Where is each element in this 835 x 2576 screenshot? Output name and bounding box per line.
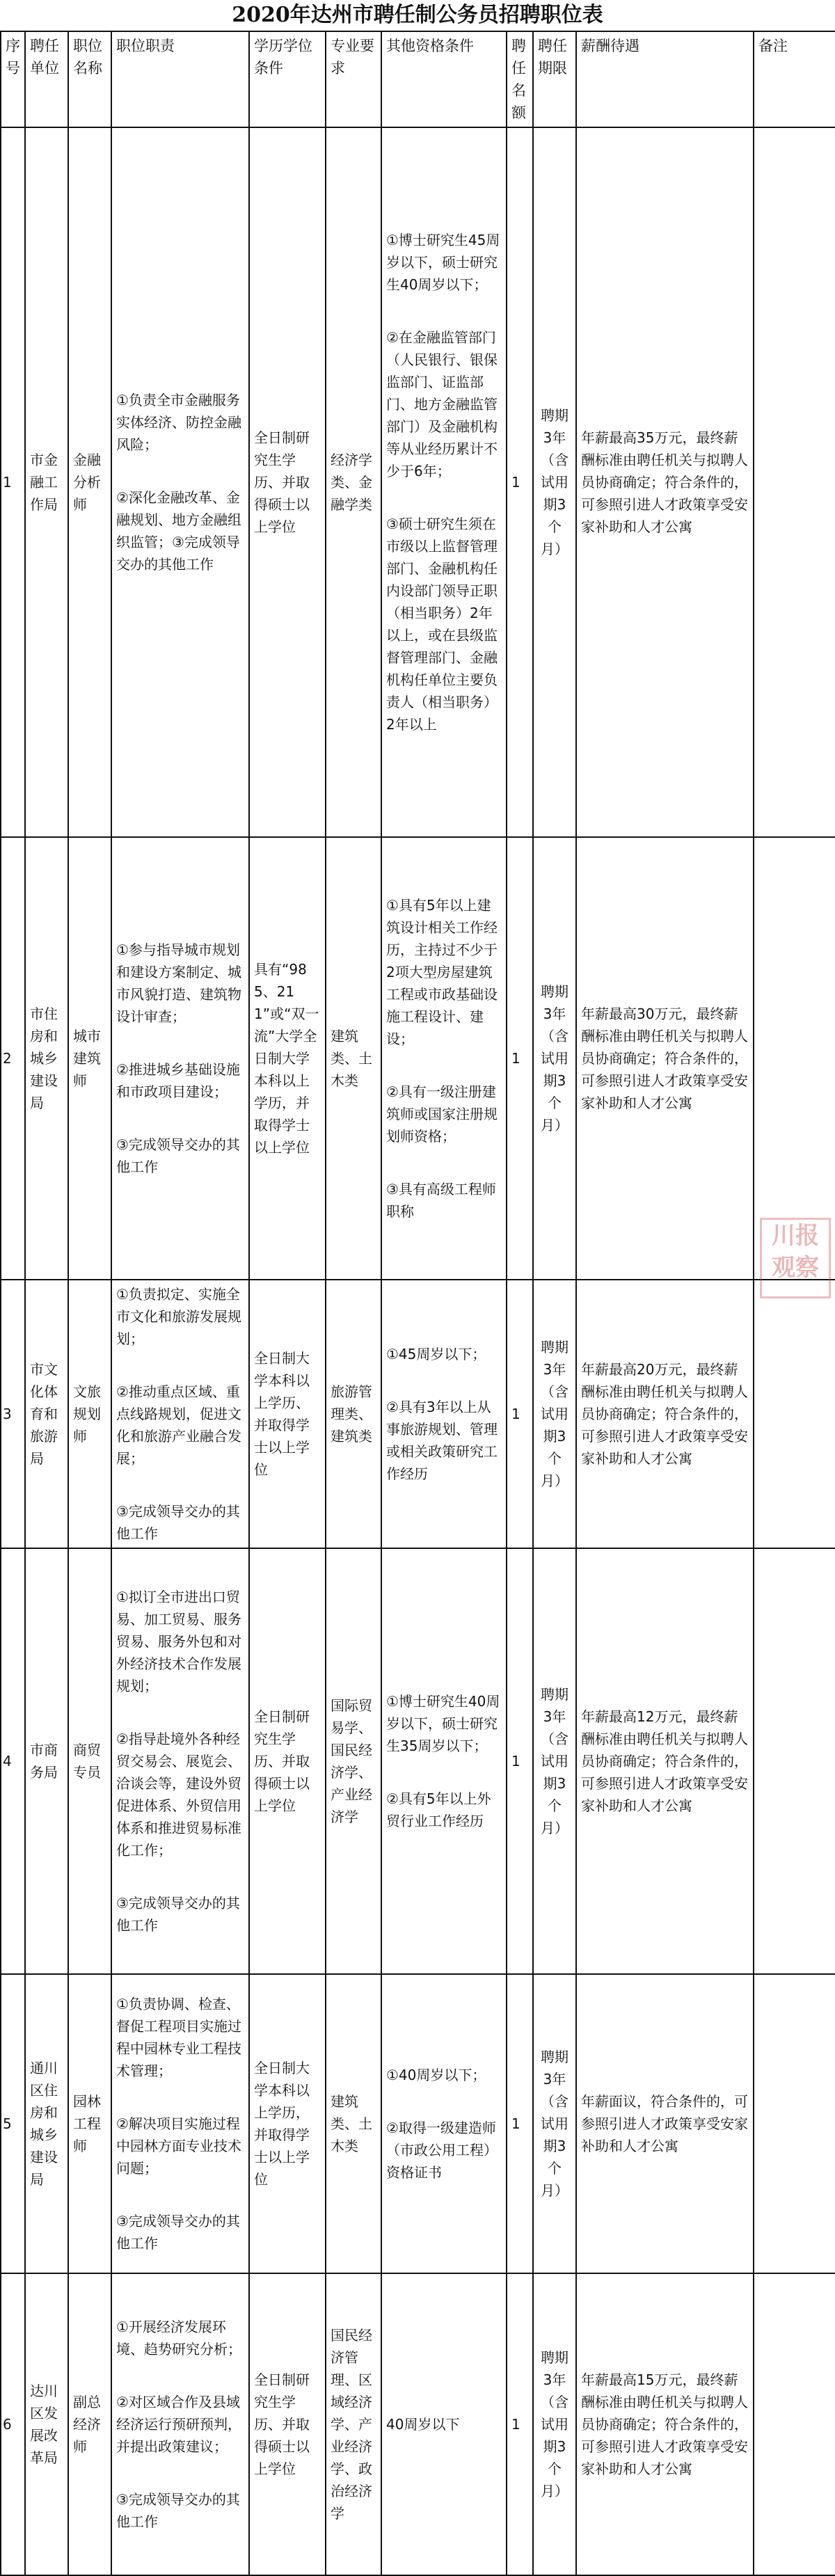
cell-duties-item: ①负责拟定、实施全市文化和旅游发展规划； xyxy=(116,1286,241,1347)
cell-duties xyxy=(111,1280,249,1548)
cell-salary: 年薪最高35万元，最终薪酬标准由聘任机关与拟聘人员协商确定；符合条件的，可参照引进人才政策享受安家补助和人才公寓 xyxy=(576,127,754,837)
header-education: 学历学位条件 xyxy=(249,31,326,127)
cell-seq: 2 xyxy=(1,837,25,1280)
cell-duties-item: ②推进城乡基础设施和市政项目建设； xyxy=(116,1061,240,1100)
watermark-stamp: 川报 观察 xyxy=(760,1218,831,1298)
cell-major: 建筑类、土木类 xyxy=(326,837,381,1280)
cell-major: 旅游管理类、建筑类 xyxy=(326,1280,381,1548)
cell-position: 文旅规划师 xyxy=(68,1280,111,1548)
header-quota: 聘任名额 xyxy=(507,31,533,127)
cell-other-item: ①具有5年以上建筑设计相关工作经历，主持过不少于2项大型房屋建筑工程或市政基础设施工程设计、建设； xyxy=(386,897,498,1047)
table-row xyxy=(1,1548,835,1974)
cell-major: 经济学类、金融学类 xyxy=(326,127,381,837)
cell-major: 建筑类、土木类 xyxy=(326,1974,381,2273)
cell-duties-item: ③完成领导交办的其他工作 xyxy=(116,2213,240,2252)
table-row xyxy=(1,1280,835,1548)
cell-other-item: ②具有3年以上从事旅游规划、管理或相关政策研究工作经历 xyxy=(386,1399,498,1482)
cell-other xyxy=(381,127,507,837)
table-row xyxy=(1,837,835,1280)
cell-duties xyxy=(111,127,249,837)
cell-other xyxy=(381,2273,507,2575)
header-row xyxy=(1,31,835,127)
cell-position: 商贸专员 xyxy=(68,1548,111,1974)
cell-duties-item: ③完成领导交办的其他工作 xyxy=(116,1136,240,1175)
cell-salary: 年薪最高15万元，最终薪酬标准由聘任机关与拟聘人员协商确定；符合条件的，可参照引进人才政策享受安家补助和人才公寓 xyxy=(576,2273,754,2575)
cell-seq: 6 xyxy=(1,2273,25,2575)
table-row xyxy=(1,2273,835,2575)
header-salary: 薪酬待遇 xyxy=(576,31,754,127)
cell-other xyxy=(381,1548,507,1974)
cell-remark xyxy=(754,2273,835,2575)
cell-duties xyxy=(111,2273,249,2575)
cell-quota: 1 xyxy=(507,2273,533,2575)
cell-other-item: ①45周岁以下； xyxy=(386,1346,486,1362)
cell-other xyxy=(381,1974,507,2273)
header-other: 其他资格条件 xyxy=(381,31,507,127)
table-row xyxy=(1,127,835,837)
header-term: 聘任期限 xyxy=(533,31,576,127)
cell-salary: 年薪最高12万元，最终薪酬标准由聘任机关与拟聘人员协商确定；符合条件的，可参照引进人才政策享受安家补助和人才公寓 xyxy=(576,1548,754,1974)
header-unit: 聘任单位 xyxy=(25,31,68,127)
cell-term: 聘期3年（含试用期3个月） xyxy=(533,2273,576,2575)
cell-duties-item: ②对区域合作及县域经济运行预研预判，并提出政策建议； xyxy=(116,2394,241,2455)
cell-seq: 5 xyxy=(1,1974,25,2273)
cell-position: 金融分析师 xyxy=(68,127,111,837)
cell-other xyxy=(381,1280,507,1548)
document-title: 2020年达州市聘任制公务员招聘职位表 xyxy=(232,3,603,27)
cell-quota: 1 xyxy=(507,127,533,837)
cell-quota: 1 xyxy=(507,1548,533,1974)
header-seq: 序号 xyxy=(1,31,25,127)
cell-education: 具有“985、211”或“双一流”大学全日制大学本科以上学历，并取得学士以上学位 xyxy=(249,837,326,1280)
cell-other-item: ③具有高级工程师职称 xyxy=(386,1181,496,1220)
cell-duties xyxy=(111,837,249,1280)
cell-quota: 1 xyxy=(507,837,533,1280)
cell-unit: 市商务局 xyxy=(25,1548,68,1974)
cell-duties xyxy=(111,1974,249,2273)
cell-other-item: ①40周岁以下； xyxy=(386,2067,486,2083)
cell-duties-item: ①参与指导城市规划和建设方案制定、城市风貌打造、建筑物设计审查； xyxy=(116,941,241,1025)
cell-duties-item: ②解决项目实施过程中园林方面专业技术问题； xyxy=(116,2115,241,2177)
cell-position: 副总经济师 xyxy=(68,2273,111,2575)
cell-education: 全日制研究生学历、并取得硕士以上学位 xyxy=(249,2273,326,2575)
cell-education: 全日制研究生学历、并取得硕士以上学位 xyxy=(249,127,326,837)
cell-position: 城市建筑师 xyxy=(68,837,111,1280)
cell-duties-item: ②深化金融改革、金融规划、地方金融组织监管；③完成领导交办的其他工作 xyxy=(116,489,241,573)
cell-unit: 通川区住房和城乡建设局 xyxy=(25,1974,68,2273)
cell-other-item: ②取得一级建造师（市政公用工程）资格证书 xyxy=(386,2120,498,2181)
header-position: 职位名称 xyxy=(68,31,111,127)
cell-other-item: ②在金融监管部门（人民银行、银保监部门、证监部门、地方金融监管部门）及金融机构等从业经历累计不少于6年； xyxy=(386,329,498,479)
cell-duties-item: ①负责全市金融服务实体经济、防控金融风险； xyxy=(116,392,241,453)
cell-major: 国际贸易学、国民经济学、产业经济学 xyxy=(326,1548,381,1974)
cell-other-item: ②具有5年以上外贸行业工作经历 xyxy=(386,1790,491,1829)
cell-seq: 1 xyxy=(1,127,25,837)
cell-other-item: 40周岁以下 xyxy=(386,2416,460,2433)
cell-other-item: ①博士研究生45周岁以下，硕士研究生40周岁以下； xyxy=(386,232,500,293)
cell-salary: 年薪最高20万元，最终薪酬标准由聘任机关与拟聘人员协商确定；符合条件的，可参照引进人才政策享受安家补助和人才公寓 xyxy=(576,1280,754,1548)
cell-other-item: ①博士研究生40周岁以下，硕士研究生35周岁以下； xyxy=(386,1693,500,1754)
cell-remark xyxy=(754,127,835,837)
cell-unit: 达川区发展改革局 xyxy=(25,2273,68,2575)
cell-remark xyxy=(754,1974,835,2273)
header-major: 专业要求 xyxy=(326,31,381,127)
cell-education: 全日制大学本科以上学历，并取得学士以上学位 xyxy=(249,1974,326,2273)
cell-remark xyxy=(754,837,835,1280)
header-duties: 职位职责 xyxy=(111,31,249,127)
cell-unit: 市文化体育和旅游局 xyxy=(25,1280,68,1548)
cell-duties-item: ①负责协调、检查、督促工程项目实施过程中园林专业工程技术管理； xyxy=(116,1996,241,2079)
cell-duties-item: ②推动重点区域、重点线路规划，促进文化和旅游产业融合发展； xyxy=(116,1383,241,1467)
table-row xyxy=(1,1974,835,2273)
cell-seq: 4 xyxy=(1,1548,25,1974)
cell-duties-item: ③完成领导交办的其他工作 xyxy=(116,1503,240,1542)
cell-quota: 1 xyxy=(507,1974,533,2273)
cell-duties-item: ③完成领导交办的其他工作 xyxy=(116,1895,240,1934)
cell-salary: 年薪最高30万元，最终薪酬标准由聘任机关与拟聘人员协商确定；符合条件的，可参照引进人才政策享受安家补助和人才公寓 xyxy=(576,837,754,1280)
cell-duties-item: ②指导赴境外各种经贸交易会、展览会、洽谈会等，建设外贸促进体系、外贸信用体系和推进贸易标准化工作； xyxy=(116,1731,241,1859)
cell-duties-item: ③完成领导交办的其他工作 xyxy=(116,2491,240,2530)
cell-position: 园林工程师 xyxy=(68,1974,111,2273)
header-remark: 备注 xyxy=(754,31,835,127)
recruitment-table xyxy=(0,31,835,2576)
cell-unit: 市金融工作局 xyxy=(25,127,68,837)
cell-term: 聘期3年（含试用期3个月） xyxy=(533,837,576,1280)
cell-other xyxy=(381,837,507,1280)
cell-term: 聘期3年（含试用期3个月） xyxy=(533,1548,576,1974)
cell-remark xyxy=(754,1280,835,1548)
cell-other-item: ③硕士研究生须在市级以上监督管理部门、金融机构任内设部门领导正职（相当职务）2年以上，或在县级监督管理部门、金融机构任单位主要负责人（相当职务）2年以上 xyxy=(386,516,498,733)
cell-term: 聘期3年（含试用期3个月） xyxy=(533,127,576,837)
cell-salary: 年薪面议，符合条件的，可参照引进人才政策享受安家补助和人才公寓 xyxy=(576,1974,754,2273)
cell-term: 聘期3年（含试用期3个月） xyxy=(533,1974,576,2273)
cell-seq: 3 xyxy=(1,1280,25,1548)
cell-other-item: ②具有一级注册建筑师或国家注册规划师资格； xyxy=(386,1083,498,1145)
cell-remark xyxy=(754,1548,835,1974)
cell-quota: 1 xyxy=(507,1280,533,1548)
cell-education: 全日制大学本科以上学历、并取得学士以上学位 xyxy=(249,1280,326,1548)
cell-duties xyxy=(111,1548,249,1974)
cell-education: 全日制研究生学历、并取得硕士以上学位 xyxy=(249,1548,326,1974)
cell-duties-item: ①开展经济发展环境、趋势研究分析； xyxy=(116,2319,241,2358)
cell-unit: 市住房和城乡建设局 xyxy=(25,837,68,1280)
cell-term: 聘期3年（含试用期3个月） xyxy=(533,1280,576,1548)
cell-major: 国民经济管理、区域经济学、产业经济学、政治经济学 xyxy=(326,2273,381,2575)
cell-duties-item: ①拟订全市进出口贸易、加工贸易、服务贸易、服务外包和对外经济技术合作发展规划； xyxy=(116,1589,241,1694)
